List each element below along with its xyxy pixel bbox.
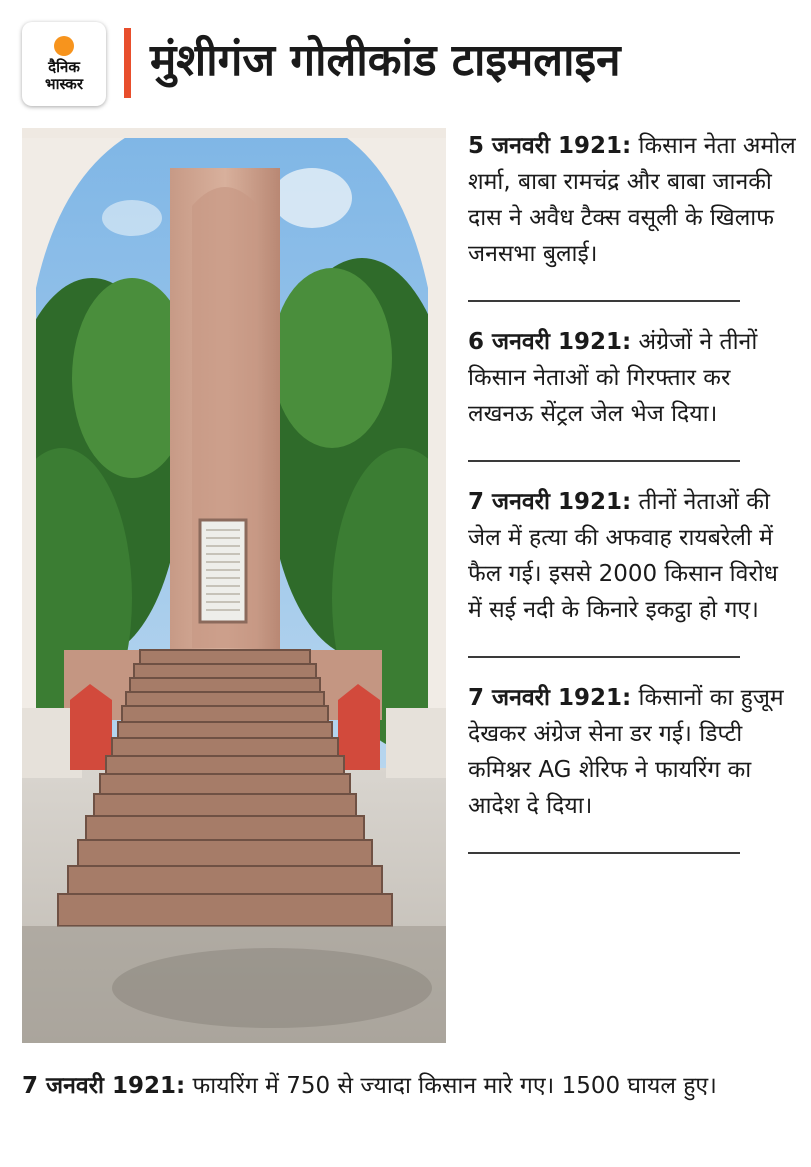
title-accent-bar <box>124 28 131 98</box>
divider <box>468 460 740 462</box>
divider <box>468 300 740 302</box>
memorial-photo <box>22 128 446 1043</box>
divider <box>468 852 740 854</box>
timeline-entry <box>468 680 798 824</box>
timeline-entry <box>468 128 798 272</box>
timeline-entry <box>468 324 798 432</box>
entry-date: 6 जनवरी 1921: <box>468 329 632 355</box>
entry-date: 5 जनवरी 1921: <box>468 133 632 159</box>
divider <box>468 656 740 658</box>
logo-line-1: दैनिक <box>48 57 80 76</box>
logo-line-2: भास्कर <box>45 74 83 93</box>
sun-icon <box>54 36 74 56</box>
timeline-entry <box>468 484 798 628</box>
entry-text: तीनों नेताओं की जेल में हत्या की अफवाह रायबरेली में फैल गई। इससे 2000 किसान विरोध में सई नदी के किनारे इकट्ठा हो गए। <box>468 489 778 623</box>
entry-text: किसान नेता अमोल शर्मा, बाबा रामचंद्र और बाबा जानकी दास ने अवैध टैक्स वसूली के खिलाफ जनसभा बुलाई। <box>468 133 796 267</box>
entry-date: 7 जनवरी 1921: <box>468 685 632 711</box>
entry-text: किसानों का हुजूम देखकर अंग्रेज सेना डर गई। डिप्टी कमिश्नर AG शेरिफ ने फायरिंग का आदेश दे दिया। <box>468 685 784 819</box>
entry-text: अंग्रेजों ने तीनों किसान नेताओं को गिरफ्तार कर लखनऊ सेंट्रल जेल भेज दिया। <box>468 329 758 427</box>
timeline <box>468 128 798 854</box>
dainik-bhaskar-logo <box>22 22 106 106</box>
bottom-entry <box>22 1068 792 1104</box>
entry-date: 7 जनवरी 1921: <box>22 1073 186 1099</box>
entry-text: फायरिंग में 750 से ज्यादा किसान मारे गए। 1500 घायल हुए। <box>192 1073 717 1099</box>
entry-date: 7 जनवरी 1921: <box>468 489 632 515</box>
page-title: मुंशीगंज गोलीकांड टाइमलाइन <box>150 35 621 86</box>
